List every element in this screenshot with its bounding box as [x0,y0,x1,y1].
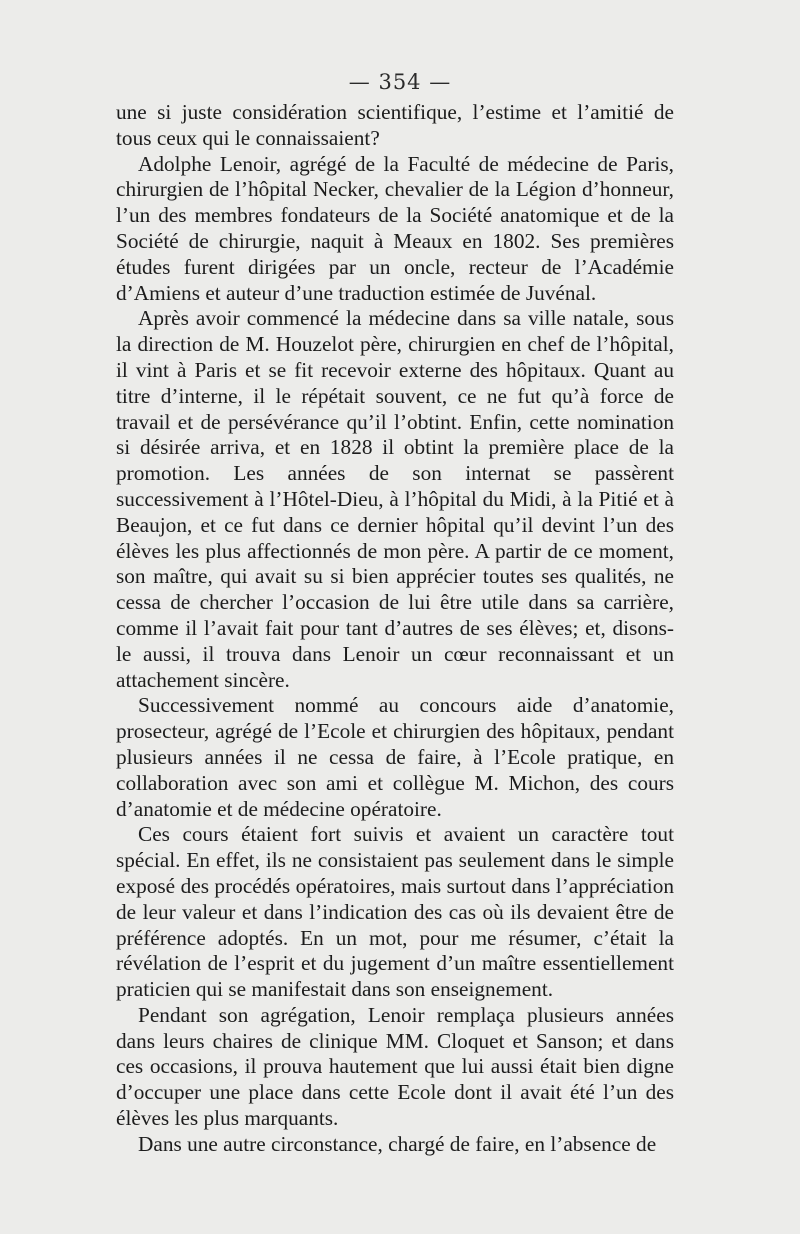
paragraph: Successivement nommé au concours aide d’anatomie, prosecteur, agrégé de l’Ecole et chirurgien des hôpitaux, pendant plusieurs années il ne cessa de faire, à l’Ecole pratique, en collaboration avec son ami et collègue M. Michon, des cours d’anatomie et de médecine opératoire. [116,693,674,821]
paragraph: Après avoir commencé la médecine dans sa ville natale, sous la direction de M. Houzelot père, chirurgien en chef de l’hôpital, il vint à Paris et se fit recevoir externe des hôpitaux. Quant au titre d’interne, il le répétait souvent, ce ne fut qu’à force de travail et de persévérance qu’il l’obtint. Enfin, cette nomination si désirée arriva, et en 1828 il obtint la première place de la promotion. Les années de son internat se passèrent successivement à l’Hôtel-Dieu, à l’hôpital du Midi, à la Pitié et à Beaujon, et ce fut dans ce dernier hôpital qu’il devint l’un des élèves les plus affectionnés de mon père. A partir de ce moment, son maître, qui avait su si bien apprécier toutes ses qualités, ne cessa de chercher l’occasion de lui être utile dans sa carrière, comme il l’avait fait pour tant d’autres de ses élèves; et, disons-le aussi, il trouva dans Lenoir un cœur reconnaissant et un attachement sincère. [116,306,674,692]
page-number: — 354 — [348,70,452,94]
paragraph-continuation: une si juste considération scientifique, l’estime et l’amitié de tous ceux qui le connaissaient? [116,100,674,150]
paragraph: Pendant son agrégation, Lenoir remplaça plusieurs années dans leurs chaires de clinique MM. Cloquet et Sanson; et dans ces occasions, il prouva hautement que lui aussi était bien digne d’occuper une place dans cette Ecole dont il avait été l’un des élèves les plus marquants. [116,1002,674,1131]
paragraph: Ces cours étaient fort suivis et avaient un caractère tout spécial. En effet, ils ne consistaient pas seulement dans le simple exposé des procédés opératoires, mais surtout dans l’appréciation de leur valeur et dans l’indication des cas où ils devaient être de préférence adoptés. En un mot, pour me résumer, c’était la révélation de l’esprit et du jugement d’un maître essentiellement praticien qui se manifestait dans son enseignement. [116,822,674,1002]
paragraph: Adolphe Lenoir, agrégé de la Faculté de médecine de Paris, chirurgien de l’hôpital Necker, chevalier de la Légion d’honneur, l’un des membres fondateurs de la Société anatomique et de la Société de chirurgie, naquit à Meaux en 1802. Ses premières études furent dirigées par un oncle, recteur de l’Académie d’Amiens et auteur d’une traduction estimée de Juvénal. [116,151,674,305]
body-text [116,100,674,1158]
paragraph: Dans une autre circonstance, chargé de faire, en l’absence de [138,1131,657,1156]
